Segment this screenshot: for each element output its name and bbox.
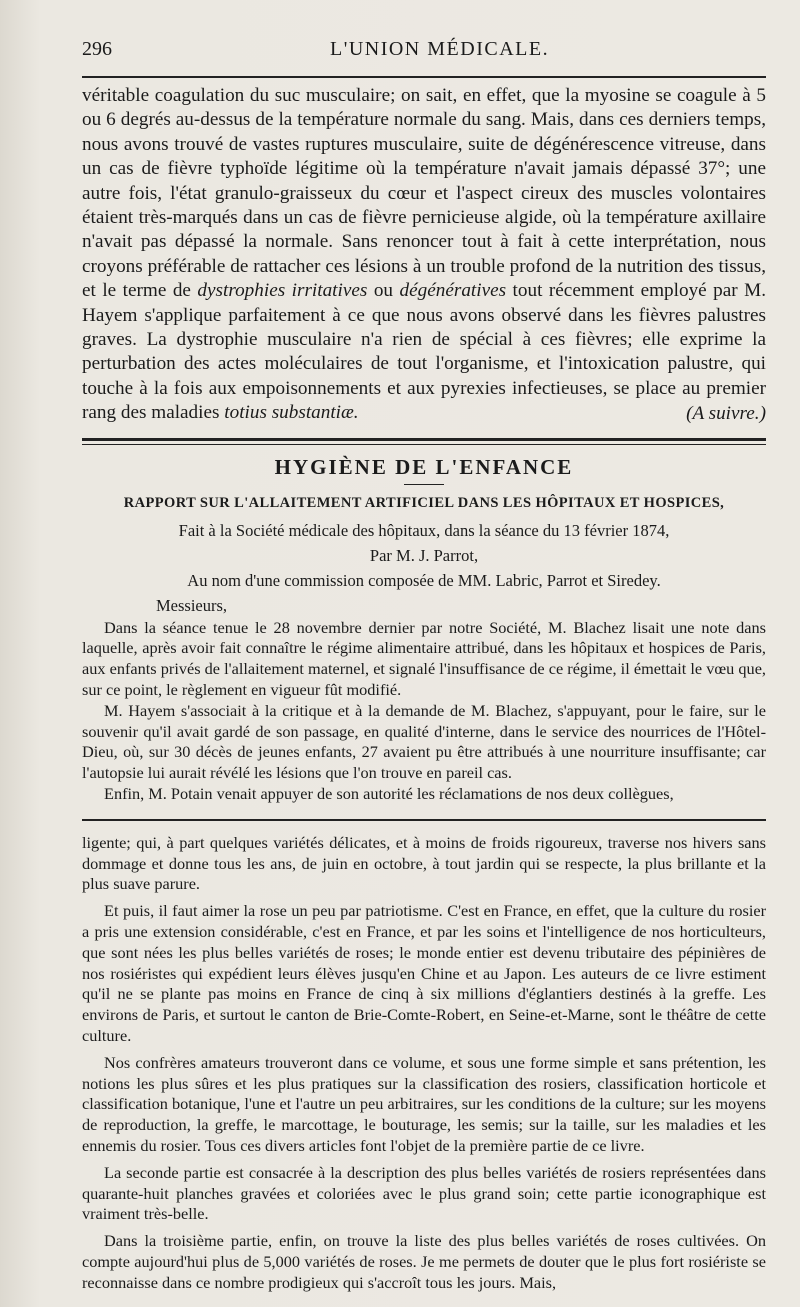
section-divider xyxy=(82,438,766,445)
report-paragraph: Enfin, M. Potain venait appuyer de son autorité les réclamations de nos deux collègues, xyxy=(104,784,674,804)
salutation: Messieurs, xyxy=(156,595,228,615)
text-run: ou xyxy=(367,280,400,302)
review-paragraph: La seconde partie est consacrée à la description des plus belles variétés de rosiers représentées dans quarante-huit planches gravées et coloriées avec le plus grand soin; cette partie iconographique est vraiment très-belle. xyxy=(82,1162,766,1224)
book-review xyxy=(82,833,766,1294)
italic-phrase: dystrophies irritatives xyxy=(197,280,368,302)
page-header xyxy=(82,38,766,72)
column-separator xyxy=(82,819,766,821)
report-paragraph: Dans la séance tenue le 28 novembre dernier par notre Société, M. Blachez lisait une note dans laquelle, après avoir fait connaître le régime alimentaire attribué, dans les hôpitaux et hospices de Paris, aux enfants privés de l'allaitement maternel, et signalé l'insuffisance de ce régime, il émettait le vœu que, sur ce point, le règlement en vigueur fût modifié. xyxy=(82,617,766,700)
commission-line: Au nom d'une commission composée de MM. Labric, Parrot et Siredey. xyxy=(187,570,661,590)
hygiene-section xyxy=(82,455,766,805)
text-run: véritable coagulation du suc musculaire; on sait, en effet, que la myosine se coagule à 5 ou 6 degrés au-dessus de la température normale du sang. Mais, dans ces derniers temps, nous avons trouvé de vastes ruptures musculaire, suite de dégénérescence vitreuse, dans un cas de fièvre typhoïde légitime où la température n'avait jamais dépassé 37°; une autre fois, l'état granulo-graisseux du cœur et l'aspect cireux des muscles volontaires étaient très-marqués dans un cas de fièvre pernicieuse algide, où la température axillaire n'avait pas dépassé la normale. Sans renoncer tout à fait à cette interprétation, nous croyons préférable de rattacher ces lésions à un trouble profond de la nutrition des tissus, et le terme de xyxy=(82,85,766,302)
report-body xyxy=(82,618,766,805)
italic-phrase: totius substantiæ. xyxy=(224,402,359,424)
review-paragraph: Et puis, il faut aimer la rose un peu par patriotisme. C'est en France, en effet, que la culture du rosier a pris une extension considérable, c'est en France, et par les soins et l'intelligence de nos horticulteurs, que sont nées les plus belles variétés de roses; le monde entier est devenu tributaire des pépinières de nos rosiéristes qui expédient leurs élèves jusqu'en Chine et au Japon. Les auteurs de ce livre estiment qu'il ne se plante pas moins en France de cinq à six millions d'églantiers destinés à la greffe. Les environs de Paris, et surtout le canton de Brie-Comte-Robert, en Seine-et-Marne, sont le théâtre de cette culture. xyxy=(82,901,766,1046)
author-text: Par M. J. Parrot, xyxy=(369,545,479,565)
review-paragraph: Dans la troisième partie, enfin, on trouve la liste des plus belles variétés de roses cultivées. On compte aujourd'hui plus de 5,000 variétés de roses. Je me permets de douter que le plus fort rosiériste se reconnaisse dans ce nombre prodigieux qui s'accroît tous les jours. Mais, xyxy=(82,1231,766,1292)
italic-phrase: dégénératives xyxy=(399,280,507,302)
author-line xyxy=(82,543,766,568)
to-be-continued: (A suivre.) xyxy=(686,402,766,424)
header-rule xyxy=(82,76,766,78)
report-title: RAPPORT SUR L'ALLAITEMENT ARTIFICIEL DANS LES HÔPITAUX ET HOSPICES, xyxy=(123,494,725,511)
report-paragraph: M. Hayem s'associait à la critique et à la demande de M. Blachez, s'appuyant, pour le faire, sur le souvenir qu'il avait gardé de son passage, en qualité d'interne, dans le service des nourrices de l'Hôtel-Dieu, où, sur 30 décès de jeunes enfants, 27 avaient pu être attribués à une nourriture insuffisante; car l'autopsie lui aurait révélé les lésions que l'on trouve en pareil cas. xyxy=(82,700,766,783)
running-title: L'UNION MÉDICALE. xyxy=(330,38,550,60)
section-title: HYGIÈNE DE L'ENFANCE xyxy=(274,454,574,479)
title-rule xyxy=(404,484,444,485)
continued-article-paragraph xyxy=(82,84,766,426)
continued-article xyxy=(82,84,766,426)
delivered-line: Fait à la Société médicale des hôpitaux, dans la séance du 13 février 1874, xyxy=(178,520,670,540)
page-number: 296 xyxy=(82,38,112,60)
text-run: tout récemment employé par M. Hayem s'applique parfaitement à ce que nous avons observé dans les fièvres palustres graves. La dystrophie musculaire n'a rien de spécial à ces fièvres; elle exprime la perturbation des actes moléculaires de tout l'organisme, et l'intoxication palustre, qui touche à la fois aux empoisonnements et aux pyrexies infectieuses, se place au premier rang des maladies xyxy=(82,280,766,424)
review-paragraph: ligente; qui, à part quelques variétés délicates, et à moins de froids rigoureux, traverse nos hivers sans dommage et donne tous les ans, de juin en octobre, à tout jardin qui se respecte, la plus brillante et la plus suave parure. xyxy=(82,832,766,894)
review-paragraph: Nos confrères amateurs trouveront dans ce volume, et sous une forme simple et sans prétention, les notions les plus sûres et les plus pratiques sur la classification des rosiers, classification horticole et classification botanique, l'une et l'autre un peu arbitraires, sur les conditions de la culture; sur les moyens de reproduction, la greffe, le marcottage, le bouturage, les semis; sur la taille, sur les maladies et les ennemis du rosier. Tous ces divers articles font l'objet de la première partie de ce livre. xyxy=(82,1052,766,1156)
